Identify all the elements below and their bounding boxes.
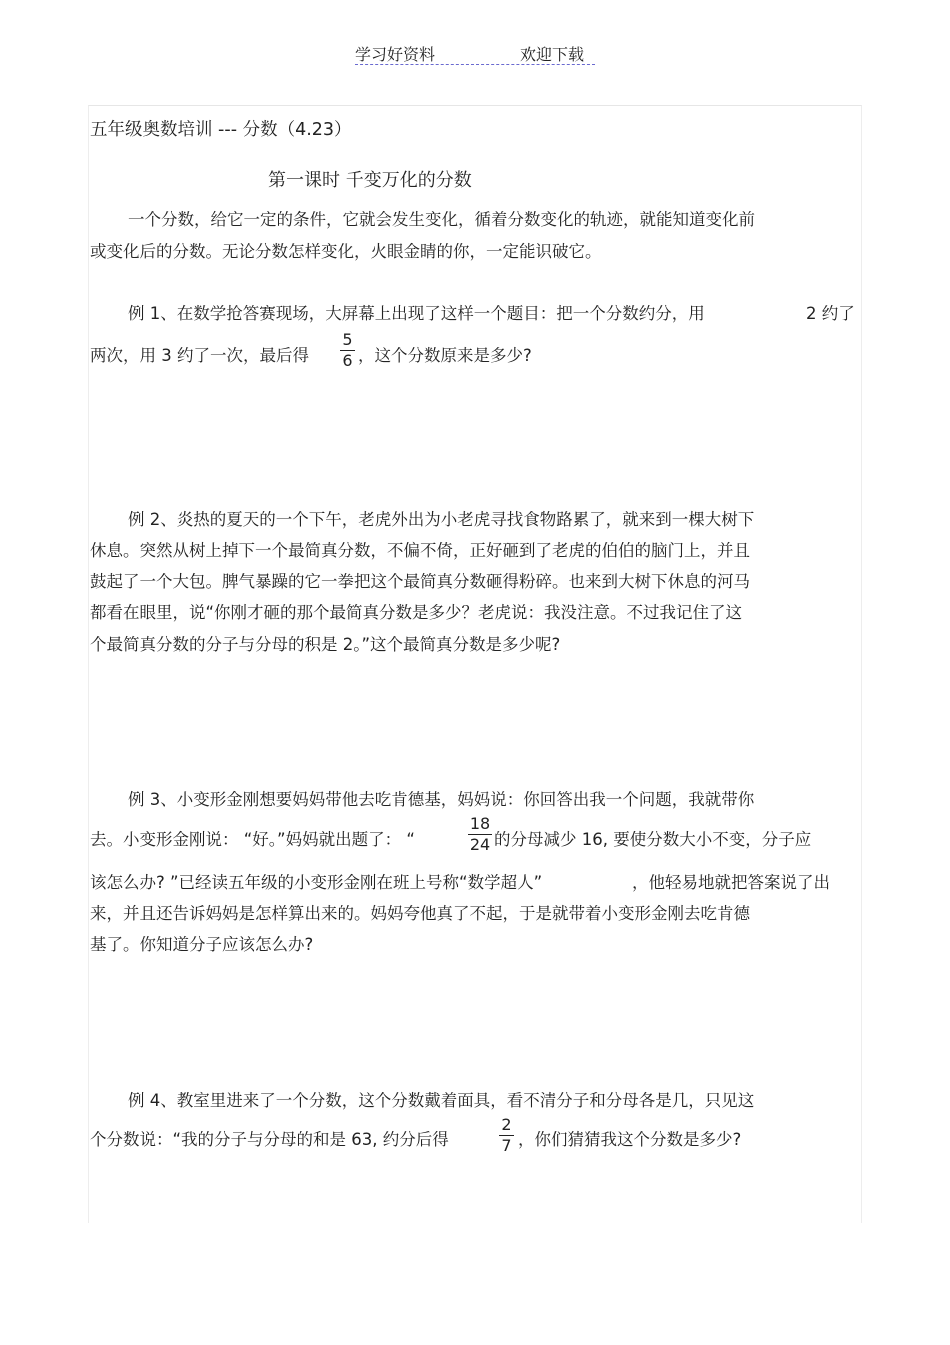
intro-line-1: 一个分数，给它一定的条件，它就会发生变化，循着分数变化的轨迹，就能知道变化前 — [128, 210, 755, 229]
example-4-fraction — [499, 1116, 514, 1155]
fraction-denominator: 6 — [342, 351, 353, 370]
example-1-line-2: 两次，用 3 约了一次，最后得 — [90, 346, 309, 365]
example-3-fraction — [468, 815, 492, 854]
example-4-line-2-end: ，你们猜猜我这个分数是多少? — [518, 1130, 742, 1149]
header-right-text: 欢迎下载 — [520, 45, 585, 64]
fraction-numerator: 2 — [501, 1115, 512, 1134]
example-2-line-2: 休息。突然从树上掉下一个最简真分数，不偏不倚，正好砸到了老虎的伯伯的脑门上，并且 — [90, 541, 750, 560]
header-left-text: 学习好资料 — [355, 45, 436, 64]
page-header — [355, 42, 595, 65]
example-1-fraction — [340, 331, 355, 370]
intro-line-2: 或变化后的分数。无论分数怎样变化，火眼金睛的你，一定能识破它。 — [90, 242, 602, 261]
fraction-numerator: 5 — [342, 330, 353, 349]
lesson-title: 第一课时 千变万化的分数 — [268, 170, 472, 191]
example-4-line-2: 个分数说：“我的分子与分母的和是 63, 约分后得 — [90, 1130, 449, 1149]
example-2-line-3: 鼓起了一个大包。脾气暴躁的它一拳把这个最简真分数砸得粉碎。也来到大树下休息的河马 — [90, 572, 750, 591]
example-1-line-1-end: 2 约了 — [806, 304, 855, 323]
example-3-line-3: 该怎么办? ”已经读五年级的小变形金刚在班上号称“数学超人” — [90, 873, 543, 892]
course-title: 五年级奥数培训 --- 分数（4.23） — [90, 120, 352, 140]
content-frame — [88, 105, 862, 1223]
fraction-denominator: 7 — [501, 1136, 512, 1155]
example-2-line-4: 都看在眼里，说“你刚才砸的那个最简真分数是多少？老虎说：我没注意。不过我记住了这 — [90, 603, 743, 622]
example-2-line-1: 例 2、炎热的夏天的一个下午，老虎外出为小老虎寻找食物路累了，就来到一棵大树下 — [128, 510, 755, 529]
example-3-line-1: 例 3、小变形金刚想要妈妈带他去吃肯德基，妈妈说：你回答出我一个问题，我就带你 — [128, 790, 755, 809]
example-3-line-4: 来，并且还告诉妈妈是怎样算出来的。妈妈夸他真了不起，于是就带着小变形金刚去吃肯德 — [90, 904, 750, 923]
example-3-line-5: 基了。你知道分子应该怎么办? — [90, 935, 314, 954]
example-4-line-1: 例 4、教室里进来了一个分数，这个分数戴着面具，看不清分子和分母各是几，只见这 — [128, 1091, 755, 1110]
fraction-numerator: 18 — [469, 814, 491, 833]
example-3-line-2: 去。小变形金刚说： “好。”妈妈就出题了： “ — [90, 830, 415, 849]
example-3-line-3-end: ，他轻易地就把答案说了出 — [632, 873, 830, 892]
example-3-line-2-end: 的分母减少 16, 要使分数大小不变，分子应 — [494, 830, 812, 849]
example-1-line-2-end: ，这个分数原来是多少? — [358, 346, 532, 365]
fraction-denominator: 24 — [469, 835, 491, 854]
example-2-line-5: 个最简真分数的分子与分母的积是 2。”这个最简真分数是多少呢? — [90, 635, 561, 654]
example-1-line-1: 例 1、在数学抢答赛现场，大屏幕上出现了这样一个题目：把一个分数约分，用 — [128, 304, 705, 323]
